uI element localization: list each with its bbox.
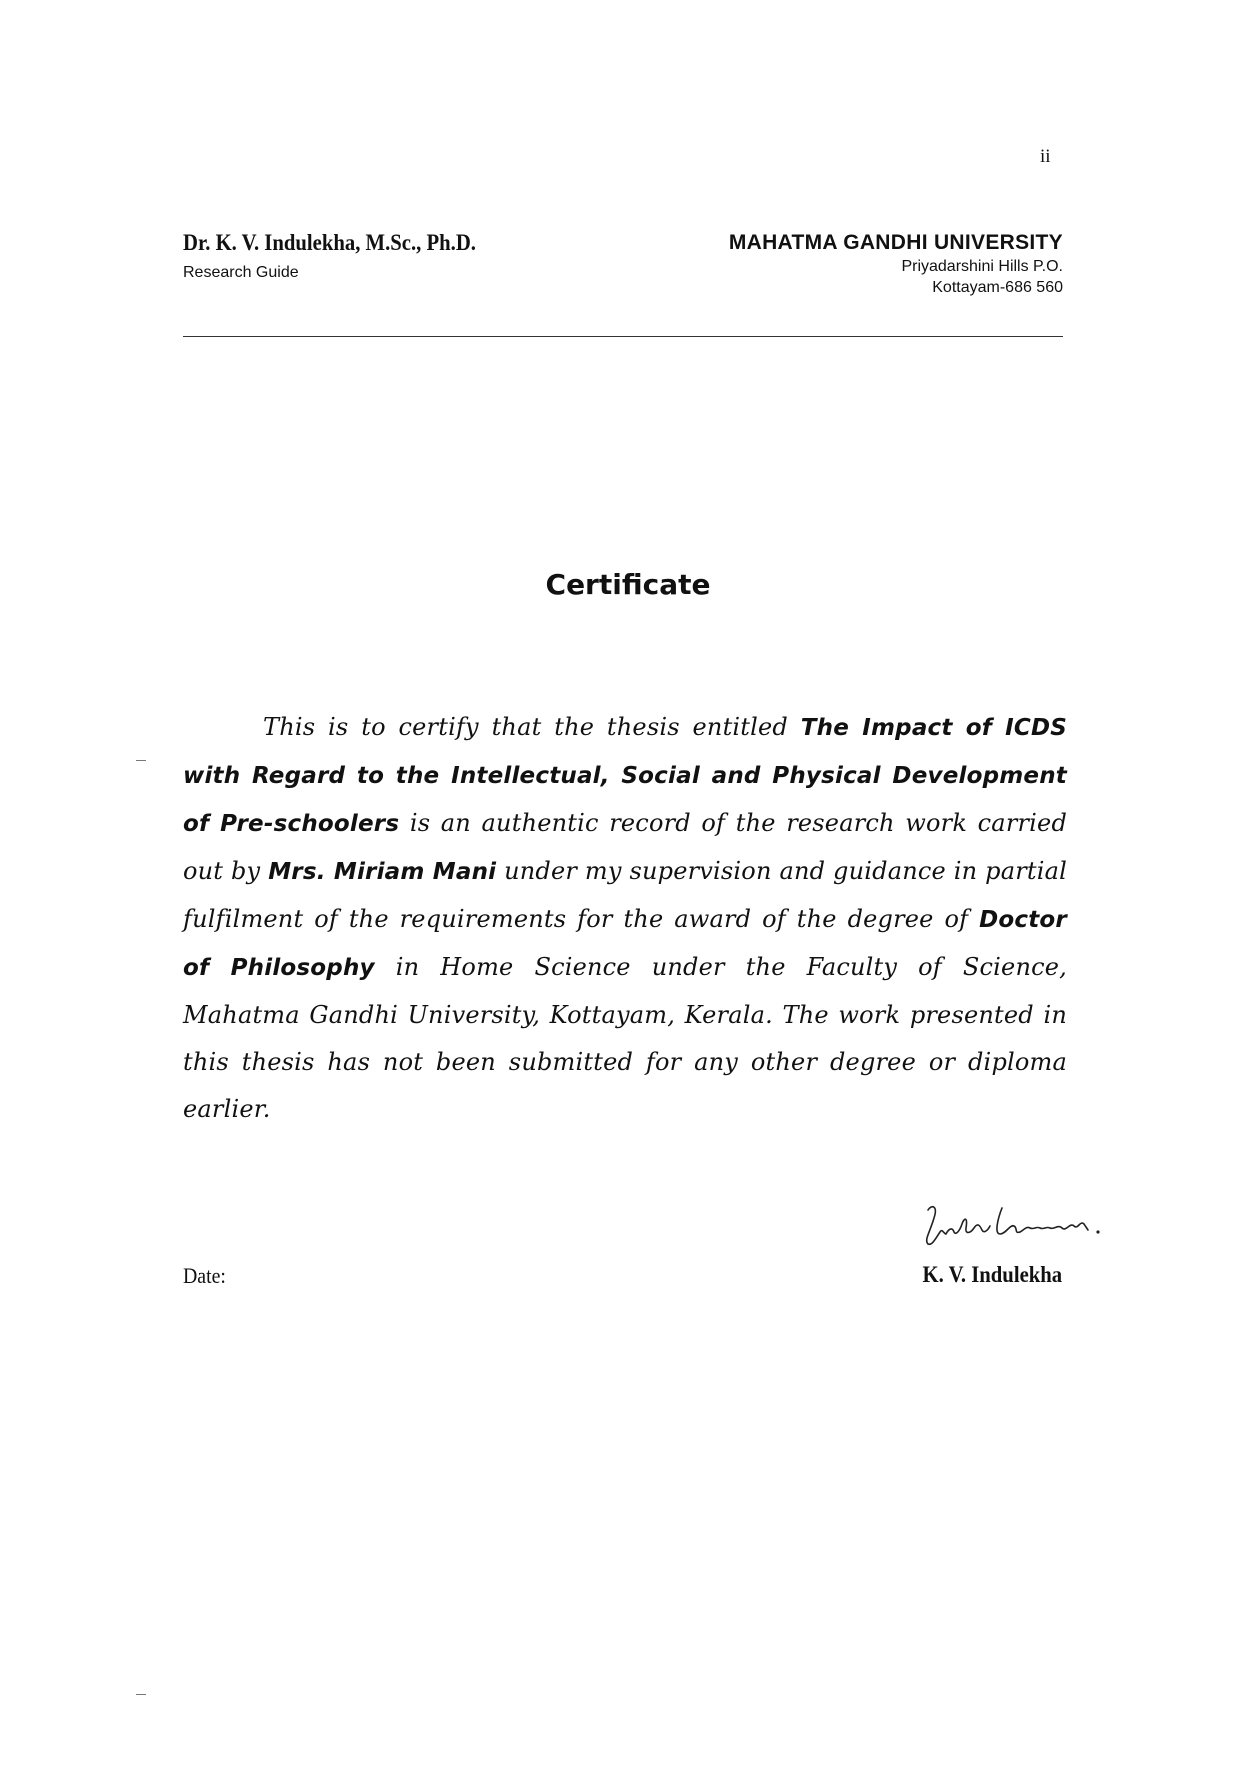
date-label: Date: — [183, 1263, 226, 1288]
university-name: MAHATMA GANDHI UNIVERSITY — [728, 231, 1063, 254]
body-mid-2: under my supervision and guidance in partial fulfilment of the requirements for the award of the degree of — [183, 857, 1067, 933]
address-line-1: Priyadarshini Hills P.O. — [901, 258, 1063, 275]
body-intro: This is to certify that the thesis entitled — [263, 713, 788, 741]
handwritten-signature — [918, 1200, 1114, 1252]
certificate-body — [183, 704, 1067, 1133]
guide-name: Dr. K. V. Indulekha, M.Sc., Ph.D. — [183, 230, 476, 255]
margin-mark — [136, 1694, 146, 1695]
body-mid-1: is an authentic record of the research work carried out by — [183, 809, 1068, 885]
degree-name: Doctor of Philosophy — [183, 907, 1067, 981]
guide-role: Research Guide — [183, 264, 299, 281]
university-block — [729, 230, 1063, 298]
thesis-title: The Impact of ICDS with Regard to the Intellectual, Social and Physical Development of Pre-schoolers — [183, 715, 1067, 837]
header-divider — [183, 336, 1063, 337]
margin-mark — [136, 760, 146, 761]
signer-name: K. V. Indulekha — [922, 1262, 1062, 1287]
body-closing: in Home Science under the Faculty of Science, Mahatma Gandhi University, Kottayam, Kerala. The work presented in this thesis has not been submitted for any other degree or diploma earlier. — [183, 953, 1067, 1123]
page-number: ii — [1040, 146, 1051, 167]
certificate-title: Certificate — [545, 568, 711, 601]
address-line-2: Kottayam-686 560 — [932, 279, 1063, 296]
candidate-name: Mrs. Miriam Mani — [268, 859, 497, 885]
